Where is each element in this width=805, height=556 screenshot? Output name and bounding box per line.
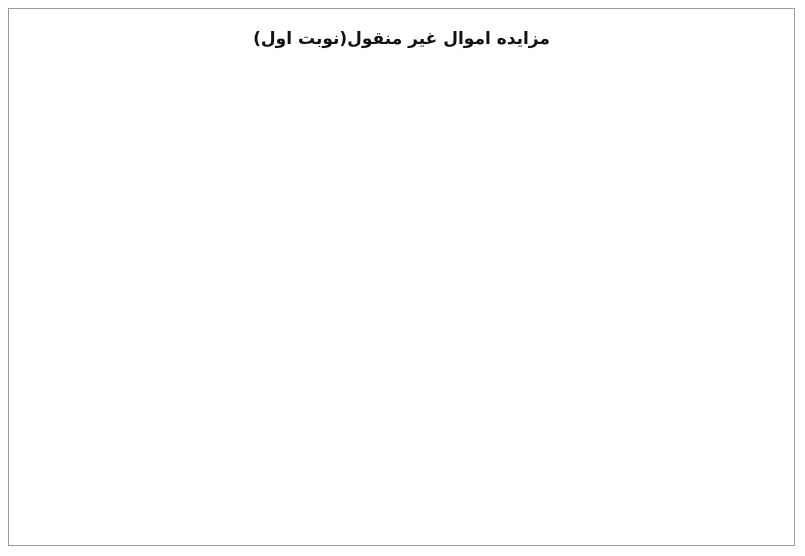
auction-notice xyxy=(8,8,795,546)
notice-title: مزایده اموال غیر منقول(نوبت اول) xyxy=(253,29,550,49)
site-watermark xyxy=(273,275,545,343)
